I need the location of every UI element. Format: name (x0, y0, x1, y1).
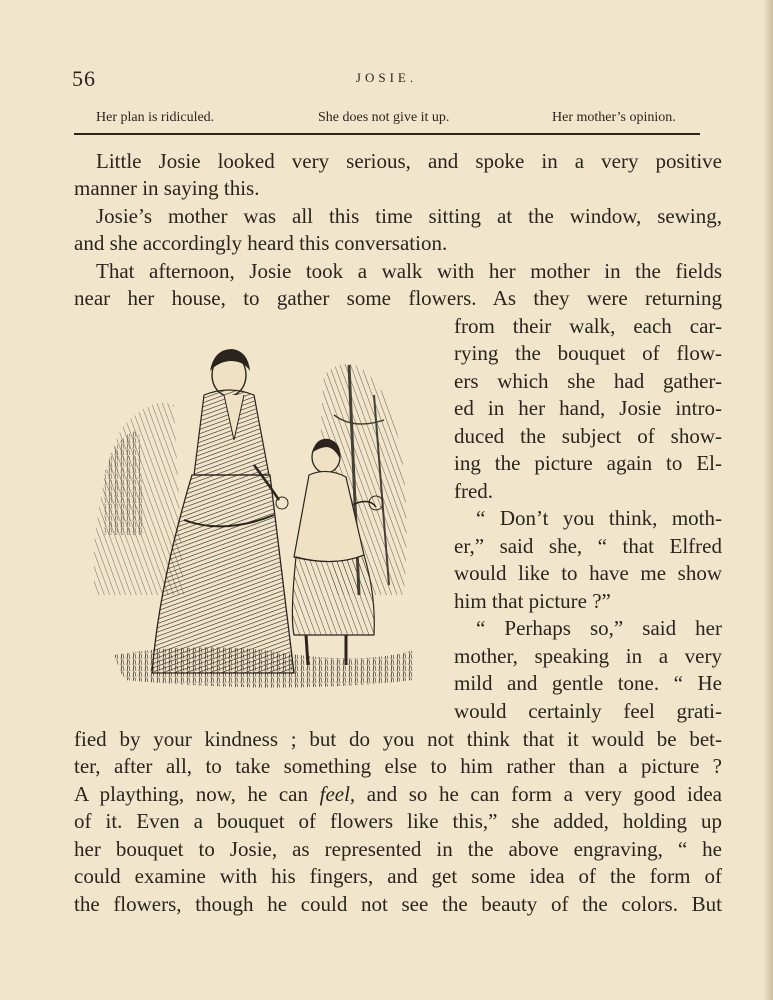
text-line: would certainly feel grati- (454, 699, 722, 723)
header-rule (74, 133, 700, 135)
text-line: the flowers, though he could not see the beauty of the colors. But (74, 892, 722, 916)
text-line: er,” said she, “ that Elfred (454, 534, 722, 558)
text-line-mixed (74, 781, 722, 808)
italic-word: feel, (319, 782, 356, 806)
text-segment: A plaything, now, he can (74, 782, 309, 806)
text-line: fred. (454, 479, 494, 503)
text-line: Josie’s mother was all this time sitting at the window, sewing, (96, 204, 722, 228)
text-line: ed in her hand, Josie intro- (454, 396, 722, 420)
headline-3: Her mother’s opinion. (552, 110, 676, 125)
text-line: ers which she had gather- (454, 369, 722, 393)
text-line: him that picture ?” (454, 589, 611, 613)
page-number: 56 (72, 66, 96, 91)
text-line: That afternoon, Josie took a walk with her mother in the fields (96, 259, 722, 283)
text-line: from their walk, each car- (454, 314, 722, 338)
text-line: mother, speaking in a very (454, 644, 722, 668)
text-line: fied by your kindness ; but do you not think that it would be bet- (74, 727, 722, 751)
text-line: “ Perhaps so,” said her (476, 616, 722, 640)
engraving-illustration (84, 335, 434, 705)
headline-2: She does not give it up. (318, 110, 450, 125)
page-edge-shadow (763, 0, 773, 1000)
text-line: ter, after all, to take something else to him rather than a picture ? (74, 754, 722, 778)
running-title: JOSIE. (355, 70, 418, 85)
text-line: rying the bouquet of flow- (454, 341, 722, 365)
text-line: duced the subject of show- (454, 424, 722, 448)
text-segment: and so he can form a very good idea (355, 782, 722, 806)
text-line: mild and gentle tone. “ He (454, 671, 722, 695)
text-line: her bouquet to Josie, as represented in the above engraving, “ he (74, 837, 722, 861)
text-line: manner in saying this. (74, 176, 260, 200)
engraving-mother-daughter-picture (84, 335, 434, 705)
text-line: would like to have me show (454, 561, 722, 585)
text-line: near her house, to gather some flowers. As they were returning (74, 286, 722, 310)
text-line: Little Josie looked very serious, and spoke in a very positive (96, 149, 722, 173)
headline-1: Her plan is ridiculed. (96, 110, 215, 125)
text-line: “ Don’t you think, moth- (476, 506, 722, 530)
text-line: of it. Even a bouquet of flowers like this,” she added, holding up (74, 809, 722, 833)
text-line: and she accordingly heard this conversation. (74, 231, 448, 255)
text-line: could examine with his fingers, and get some idea of the form of (74, 864, 722, 888)
text-line: ing the picture again to El- (454, 451, 722, 475)
